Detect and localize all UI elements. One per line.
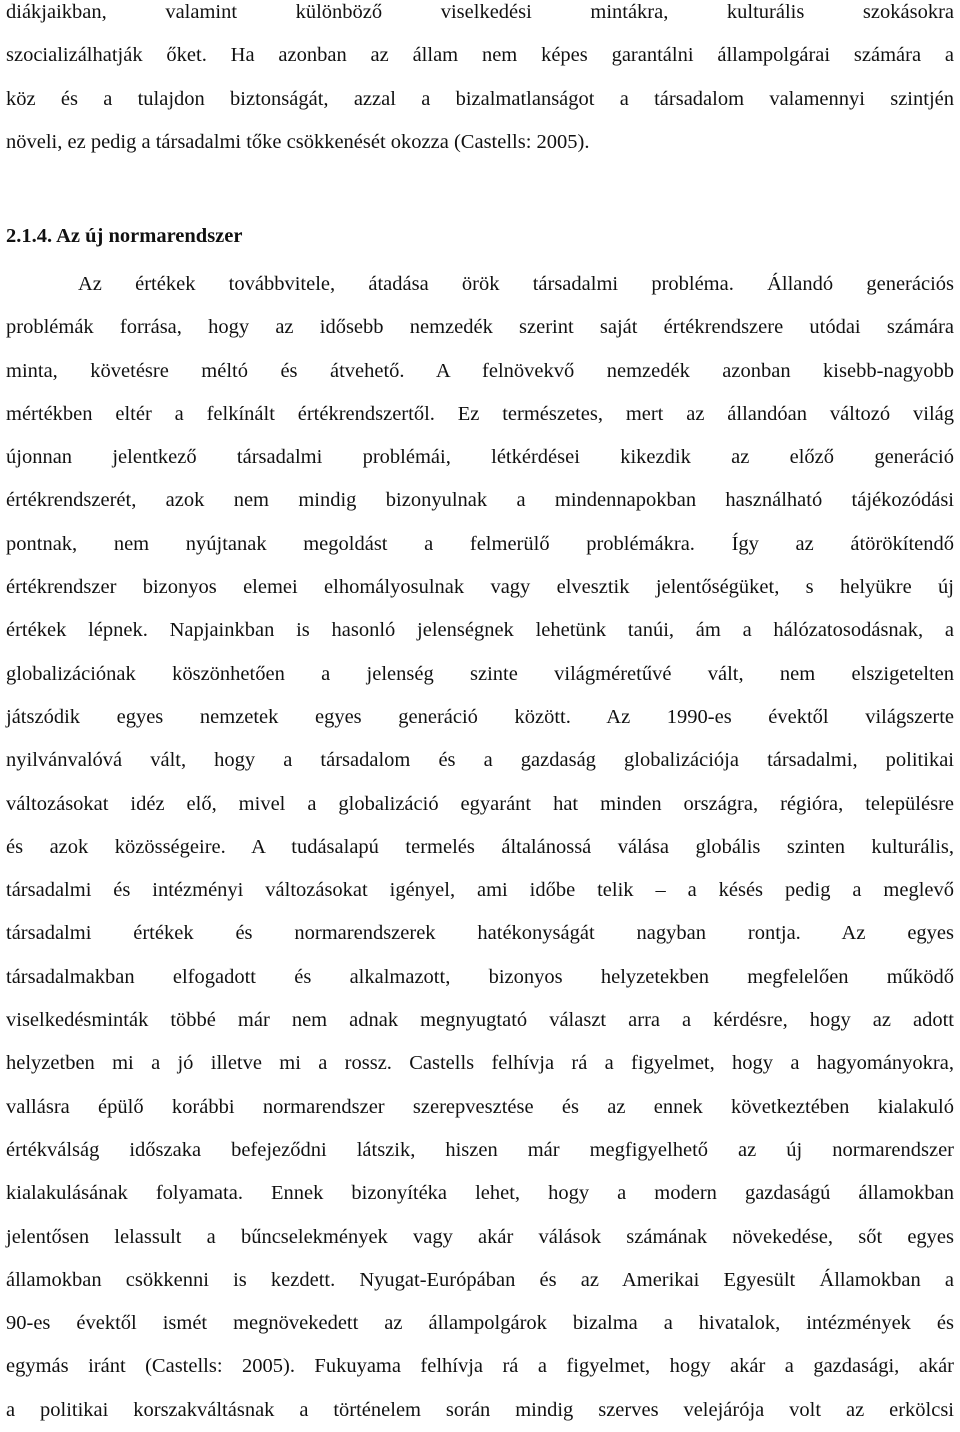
text-line: nyilvánvalóvá vált, hogy a társadalom és a gazdaság globalizációja társadalmi, politikai	[6, 749, 954, 772]
text-line: növeli, ez pedig a társadalmi tőke csökkenését okozza (Castells: 2005).	[6, 130, 590, 153]
text-line: értékek lépnek. Napjainkban is hasonló jelenségnek lehetünk tanúi, ám a hálózatosodásnak, a	[6, 619, 954, 642]
text-line: diákjaikban, valamint különböző viselkedési mintákra, kulturális szokásokra	[6, 1, 954, 23]
text-line: változásokat idéz elő, mivel a globalizáció egyaránt hat minden országra, régióra, településre	[6, 792, 954, 815]
text-line: helyzetben mi a jó illetve mi a rossz. Castells felhívja rá a figyelmet, hogy a hagyományokra,	[6, 1052, 954, 1075]
text-line: és azok közösségeire. A tudásalapú termelés általánossá válása globális szinten kulturális,	[6, 835, 954, 858]
text-line: problémák forrása, hogy az idősebb nemzedék szerint saját értékrendszere utódai számára	[6, 316, 954, 339]
text-line: a politikai korszakváltásnak a történelem során mindig szerves velejárója volt az erkölcsi	[6, 1398, 954, 1421]
text-line: köz és a tulajdon biztonságát, azzal a bizalmatlanságot a társadalom valamennyi szintjén	[6, 87, 954, 110]
text-line: egymás iránt (Castells: 2005). Fukuyama felhívja rá a figyelmet, hogy akár a gazdasági, akár	[6, 1355, 954, 1378]
text-line: Az értékek továbbvitele, átadása örök társadalmi probléma. Állandó generációs	[78, 273, 954, 295]
text-line: értékválság időszaka befejeződni látszik, hiszen már megfigyelhető az új normarendszer	[6, 1138, 954, 1161]
text-line: szocializálhatják őket. Ha azonban az állam nem képes garantálni állampolgárai számára a	[6, 44, 954, 67]
text-line: viselkedésminták többé már nem adnak megnyugtató választ arra a kérdésre, hogy az adott	[6, 1009, 954, 1032]
text-line: pontnak, nem nyújtanak megoldást a felmerülő problémákra. Így az átörökítendő	[6, 532, 954, 555]
text-line: mértékben eltér a felkínált értékrendszertől. Ez természetes, mert az állandóan változó világ	[6, 402, 954, 425]
text-line: értékrendszerét, azok nem mindig bizonyulnak a mindennapokban használható tájékozódási	[6, 489, 954, 512]
text-line: társadalmi értékek és normarendszerek hatékonyságát nagyban rontja. Az egyes	[6, 922, 954, 945]
text-line: kialakulásának folyamata. Ennek bizonyítéka lehet, hogy a modern gazdaságú államokban	[6, 1182, 954, 1205]
intro-paragraph	[6, 0, 954, 164]
text-line: vallásra épülő korábbi normarendszer szerepvesztése és az ennek következtében kialakuló	[6, 1095, 954, 1118]
text-line: társadalmakban elfogadott és alkalmazott, bizonyos helyzetekben megfelelően működő	[6, 965, 954, 988]
text-line: társadalmi és intézményi változásokat igényel, ami időbe telik – a késés pedig a meglevő	[6, 879, 954, 902]
text-line: játszódik egyes nemzetek egyes generáció között. Az 1990-es évektől világszerte	[6, 705, 954, 728]
text-line: 90-es évektől ismét megnövekedett az állampolgárok bizalma a hivatalok, intézmények és	[6, 1312, 954, 1335]
text-line: minta, követésre méltó és átvehető. A felnövekvő nemzedék azonban kisebb-nagyobb	[6, 359, 954, 382]
section-heading: 2.1.4. Az új normarendszer	[6, 225, 243, 247]
text-line: újonnan jelentkező társadalmi problémái, létkérdései kikezdik az előző generáció	[6, 446, 954, 469]
body-paragraph	[6, 263, 954, 1432]
text-line: jelentősen lelassult a bűncselekmények vagy akár válások számának növekedése, sőt egyes	[6, 1225, 954, 1248]
text-line: értékrendszer bizonyos elemei elhomályosulnak vagy elvesztik jelentőségüket, s helyükre új	[6, 576, 954, 599]
text-line: államokban csökkenni is kezdett. Nyugat-Európában és az Amerikai Egyesült Államokban a	[6, 1268, 954, 1291]
text-line: globalizációnak köszönhetően a jelenség szinte világméretűvé vált, nem elszigetelten	[6, 662, 954, 685]
